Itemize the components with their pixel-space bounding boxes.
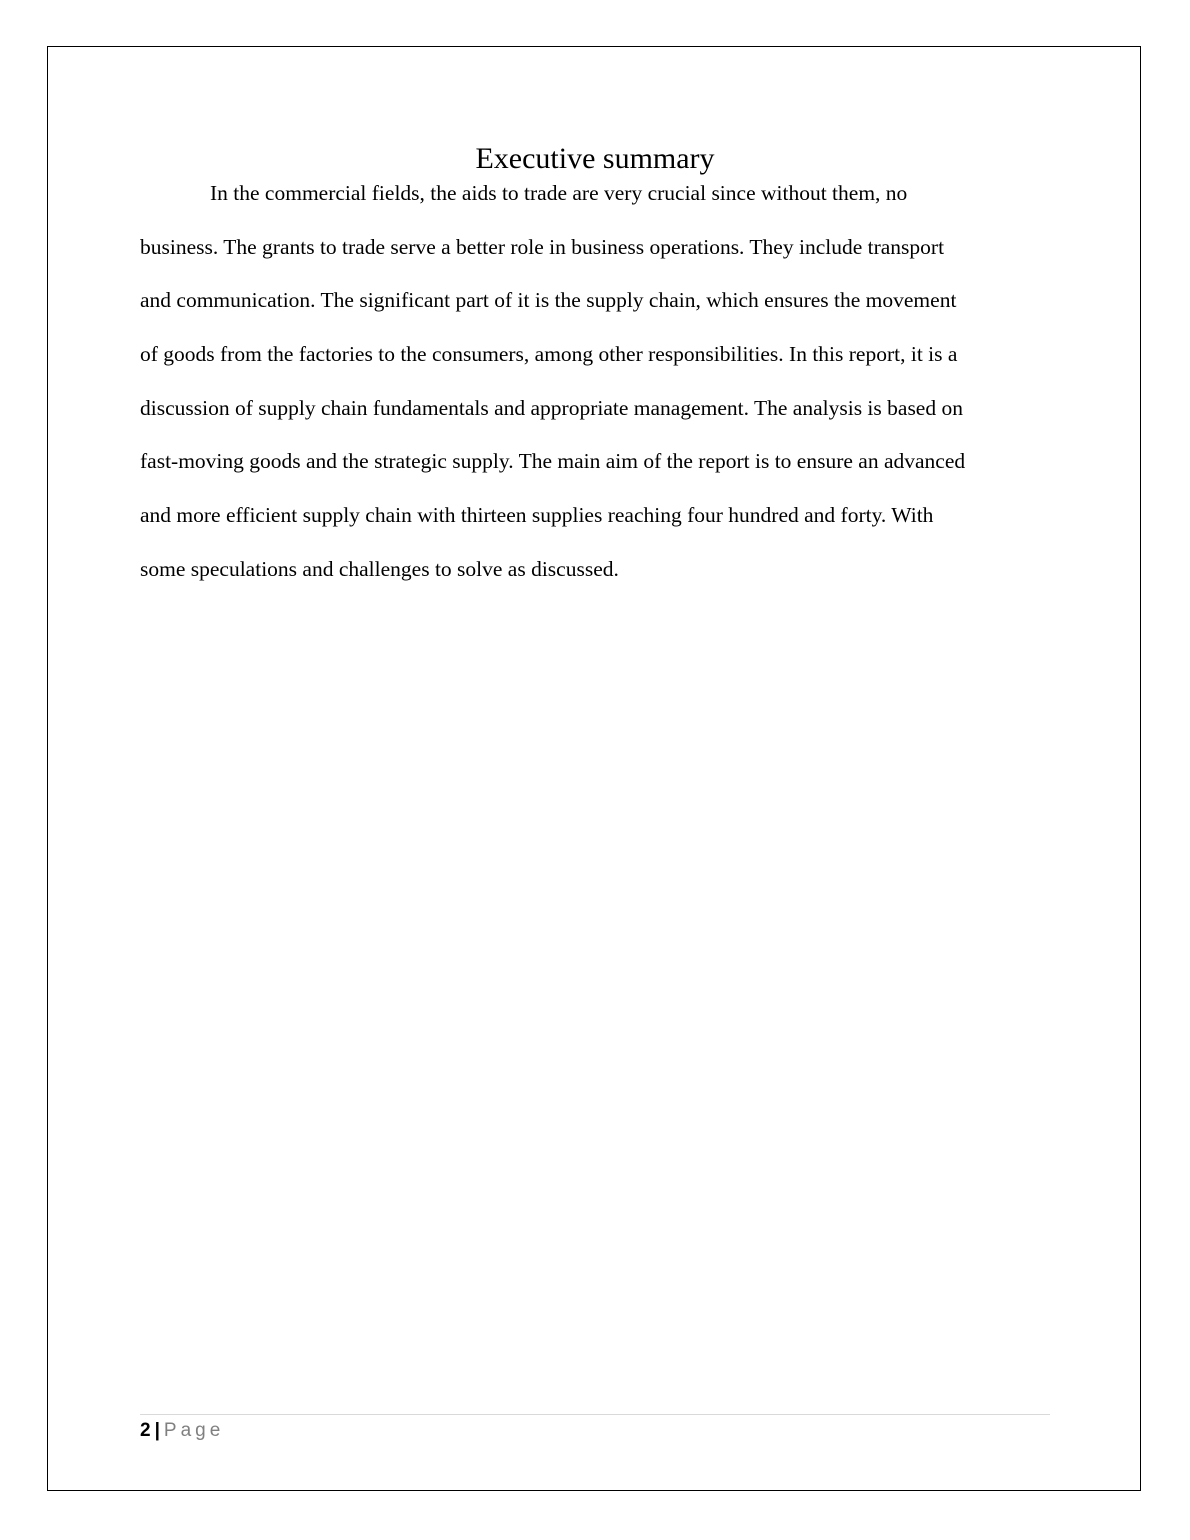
page-footer [140,1418,224,1444]
paragraph-line: and communication. The significant part of it is the supply chain, which ensures the movement [140,288,957,312]
footer-separator: | [154,1420,160,1441]
paragraph-line: some speculations and challenges to solve as discussed. [140,557,619,581]
paragraph-line: fast-moving goods and the strategic supply. The main aim of the report is to ensure an advanced [140,449,966,473]
paragraph-line: In the commercial fields, the aids to trade are very crucial since without them, no [210,181,908,205]
page-label: Page [163,1420,225,1441]
paragraph-line: discussion of supply chain fundamentals and appropriate management. The analysis is based on [140,396,963,420]
paragraph-line: and more efficient supply chain with thirteen supplies reaching four hundred and forty. With [140,503,934,527]
paragraph-line: of goods from the factories to the consumers, among other responsibilities. In this report, it is a [140,342,958,366]
footer-divider [140,1414,1050,1415]
page-title: Executive summary [475,142,715,175]
page-number: 2 [140,1420,151,1441]
paragraph-line: business. The grants to trade serve a better role in business operations. They include transport [140,235,945,259]
